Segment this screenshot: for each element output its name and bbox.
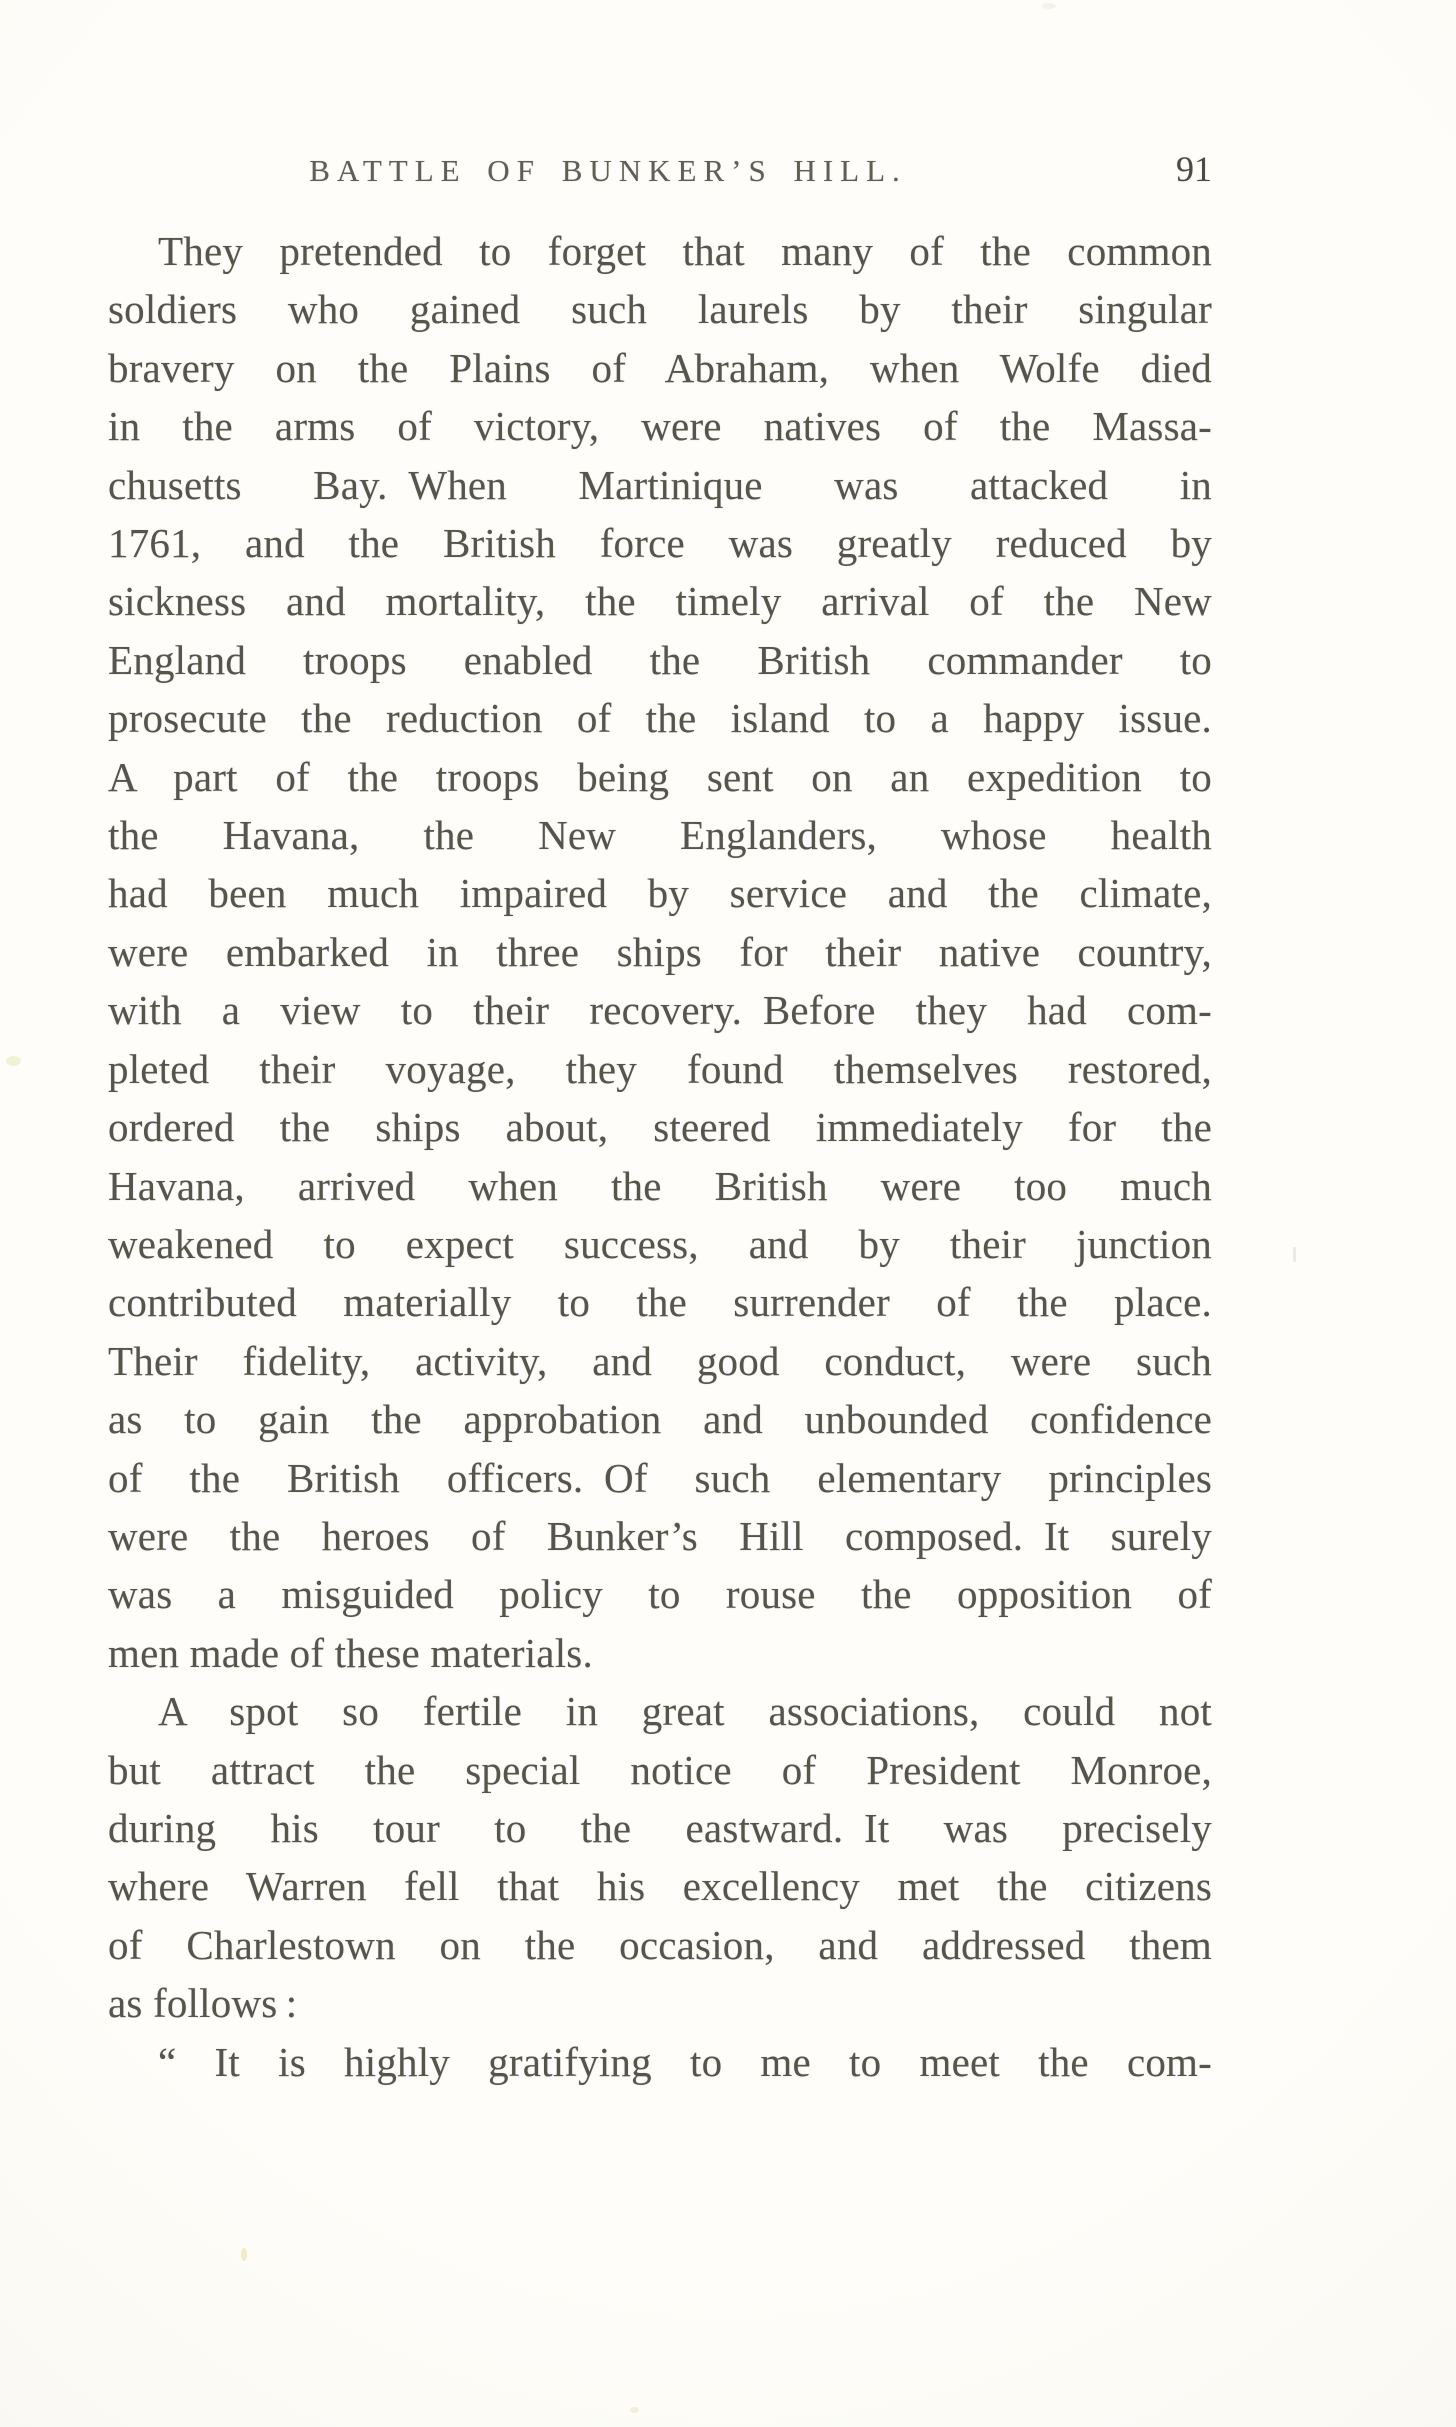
text-line: of Charlestown on the occasion, and addressed them <box>108 1921 1212 1968</box>
text-line: weakened to expect success, and by their junction <box>108 1220 1212 1267</box>
text-line: chusetts Bay. When Martinique was attacked in <box>108 461 1212 508</box>
text-line: Havana, arrived when the British were too much <box>108 1162 1212 1209</box>
text-block <box>108 222 1212 2091</box>
running-head-title: BATTLE OF BUNKER’S HILL. <box>309 153 907 188</box>
text-line: with a view to their recovery. Before they had com- <box>108 987 1212 1034</box>
text-line: contributed materially to the surrender of the place. <box>108 1279 1212 1326</box>
text-line: as to gain the approbation and unbounded confidence <box>108 1396 1212 1443</box>
text-line: were the heroes of Bunker’s Hill composed. It surely <box>108 1512 1212 1559</box>
text-line: “ It is highly gratifying to me to meet the com- <box>158 2038 1212 2085</box>
scan-speck <box>1042 3 1056 9</box>
page-number: 91 <box>1176 149 1212 189</box>
text-line: prosecute the reduction of the island to a happy issue. <box>108 695 1212 742</box>
scan-speck <box>241 2248 247 2261</box>
text-line: the Havana, the New Englanders, whose health <box>108 812 1212 859</box>
text-line: A part of the troops being sent on an expedition to <box>108 753 1212 800</box>
text-line: sickness and mortality, the timely arrival of the New <box>108 578 1212 625</box>
paragraph <box>108 1682 1212 2032</box>
text-line: was a misguided policy to rouse the opposition of <box>108 1571 1212 1618</box>
text-line: ordered the ships about, steered immediately for the <box>108 1104 1212 1151</box>
text-line: were embarked in three ships for their native country, <box>108 928 1212 975</box>
text-line: They pretended to forget that many of the common <box>158 228 1212 274</box>
text-line: men made of these materials. <box>108 1629 593 1676</box>
text-line: had been much impaired by service and the climate, <box>108 870 1212 917</box>
paragraph <box>108 2033 1212 2091</box>
text-line: in the arms of victory, were natives of the Massa- <box>108 403 1212 450</box>
text-line: pleted their voyage, they found themselves restored, <box>108 1045 1212 1092</box>
text-line: bravery on the Plains of Abraham, when Wolfe died <box>108 344 1212 391</box>
text-line: but attract the special notice of President Monroe, <box>108 1746 1212 1793</box>
scan-speck <box>1293 1247 1296 1262</box>
text-line: where Warren fell that his excellency met the citizens <box>108 1863 1212 1910</box>
text-line: as follows : <box>108 1980 298 2027</box>
text-line: A spot so fertile in great associations, could not <box>158 1688 1212 1735</box>
scan-speck <box>6 1056 21 1066</box>
paragraph <box>108 222 1212 1682</box>
text-line: during his tour to the eastward. It was precisely <box>108 1804 1212 1851</box>
text-line: Their fidelity, activity, and good conduct, were such <box>108 1337 1212 1384</box>
text-line: England troops enabled the British commander to <box>108 636 1212 683</box>
text-line: soldiers who gained such laurels by their singular <box>108 286 1212 333</box>
scan-speck <box>630 2407 639 2413</box>
text-line: of the British officers. Of such elementary principles <box>108 1454 1212 1501</box>
text-line: 1761, and the British force was greatly reduced by <box>108 520 1212 567</box>
